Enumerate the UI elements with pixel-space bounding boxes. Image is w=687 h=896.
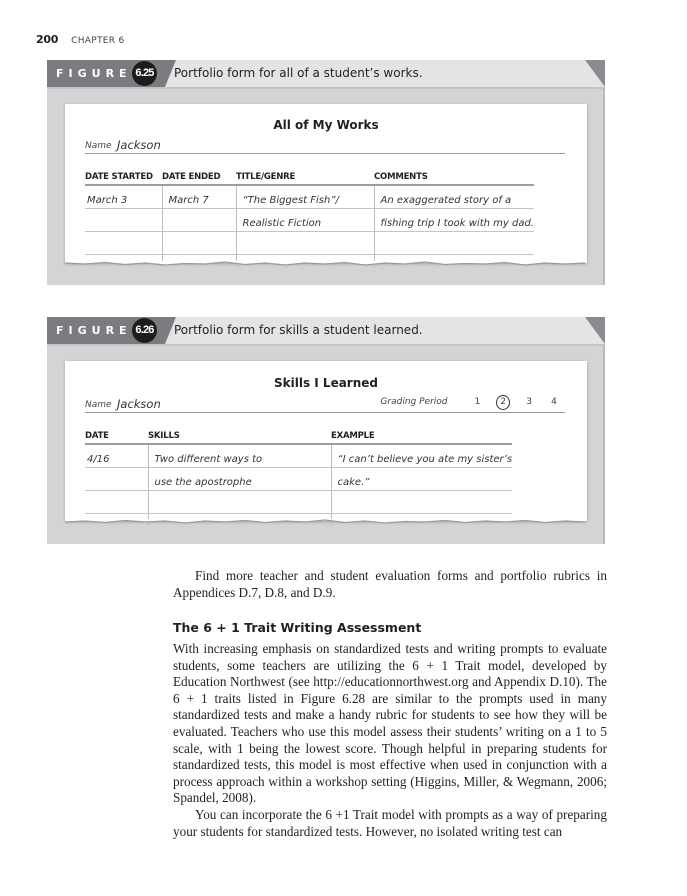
name-label: Name	[85, 400, 112, 410]
table-row	[85, 232, 534, 255]
grading-period	[380, 395, 565, 410]
figure-caption: Portfolio form for all of a student’s works.	[174, 66, 423, 80]
column-header: DATE	[85, 431, 148, 444]
figure-frame	[47, 87, 605, 285]
table-cell	[85, 491, 148, 514]
table-row	[85, 185, 534, 209]
figure-banner	[47, 60, 605, 87]
banner-corner-decoration	[585, 317, 605, 344]
table-row	[85, 491, 512, 514]
grading-period-option: 1	[474, 397, 481, 407]
figure-6-26	[47, 317, 605, 544]
column-header: SKILLS	[148, 431, 331, 444]
paragraph: With increasing emphasis on standardized tests and writing prompts to evaluate students, some teachers are utilizing the 6 + 1 Trait model, developed by Education Northwest (see http://educationnorthwest.org and Appendix D.10). The 6 + 1 traits listed in Figure 6.28 are similar to the prompts used in many standardized tests and make a handy rubric for students to see how they will be evaluated. Teachers who use this model assess their students’ writing on a 1 to 5 scale, with 1 being the lowest score. Though helpful in preparing students for standardized tests, this model is most effective when used in conjunction with a process approach within a workshop setting (Higgins, Miller, & Wegmann, 2006; Spandel, 2008).	[173, 641, 607, 806]
grading-period-option-selected: 2	[496, 395, 510, 410]
table-row	[85, 444, 512, 468]
table-cell: March 7	[162, 185, 236, 209]
table-row	[85, 468, 512, 491]
table-cell	[85, 468, 148, 491]
torn-edge	[65, 519, 585, 527]
column-header: DATE ENDED	[162, 172, 236, 185]
name-value: Jackson	[117, 397, 161, 411]
body-paragraph-1	[173, 568, 607, 601]
table-header-row	[85, 172, 534, 185]
form-paper	[65, 104, 587, 263]
table-cell: Realistic Fiction	[236, 209, 374, 232]
section-heading: The 6 + 1 Trait Writing Assessment	[173, 620, 422, 635]
grading-period-option: 4	[551, 397, 557, 407]
page-number: 200	[36, 33, 59, 46]
paragraph: Find more teacher and student evaluation forms and portfolio rubrics in Appendices D.7, D.8, and D.9.	[173, 568, 607, 600]
table-cell	[85, 209, 162, 232]
body-paragraphs	[173, 641, 607, 840]
table-cell	[236, 232, 374, 255]
table-cell: An exaggerated story of a	[374, 185, 534, 209]
table-cell: “The Biggest Fish”/	[236, 185, 374, 209]
chapter-label: CHAPTER 6	[71, 36, 125, 46]
table-cell: March 3	[85, 185, 162, 209]
running-head	[36, 33, 125, 46]
figure-banner	[47, 317, 605, 344]
grading-period-option: 3	[526, 397, 532, 407]
figure-word: FIGURE	[56, 67, 132, 80]
figure-number-badge: 6.25	[132, 61, 157, 86]
table-cell: “I can’t believe you ate my sister’s	[331, 444, 512, 468]
table-cell	[374, 232, 534, 255]
table-cell	[162, 232, 236, 255]
column-header: COMMENTS	[374, 172, 534, 185]
table-cell: fishing trip I took with my dad.	[374, 209, 534, 232]
name-field	[85, 394, 565, 413]
figure-caption: Portfolio form for skills a student learned.	[174, 323, 423, 337]
figure-frame	[47, 344, 605, 544]
table-cell: Two different ways to	[148, 444, 331, 468]
column-header: EXAMPLE	[331, 431, 512, 444]
table-cell	[162, 209, 236, 232]
figure-word: FIGURE	[56, 324, 132, 337]
form-title: Skills I Learned	[274, 376, 378, 390]
figure-number-badge: 6.26	[132, 318, 157, 343]
table-cell	[148, 491, 331, 514]
table-row	[85, 209, 534, 232]
figure-6-25	[47, 60, 605, 285]
name-label: Name	[85, 141, 112, 151]
table-header-row	[85, 431, 512, 444]
name-field	[85, 135, 565, 154]
table-cell: 4/16	[85, 444, 148, 468]
paragraph: You can incorporate the 6 +1 Trait model with prompts as a way of preparing your students for standardized tests. However, no isolated writing test can	[173, 806, 607, 839]
column-header: TITLE/GENRE	[236, 172, 374, 185]
works-table	[85, 172, 534, 267]
torn-edge	[65, 261, 585, 269]
skills-table	[85, 431, 512, 526]
form-paper	[65, 361, 587, 521]
table-cell: cake.”	[331, 468, 512, 491]
name-value: Jackson	[117, 138, 161, 152]
banner-corner-decoration	[585, 60, 605, 87]
table-cell	[331, 491, 512, 514]
grading-period-label: Grading Period	[380, 397, 448, 407]
table-cell	[85, 232, 162, 255]
table-cell: use the apostrophe	[148, 468, 331, 491]
column-header: DATE STARTED	[85, 172, 162, 185]
form-title: All of My Works	[273, 118, 379, 132]
